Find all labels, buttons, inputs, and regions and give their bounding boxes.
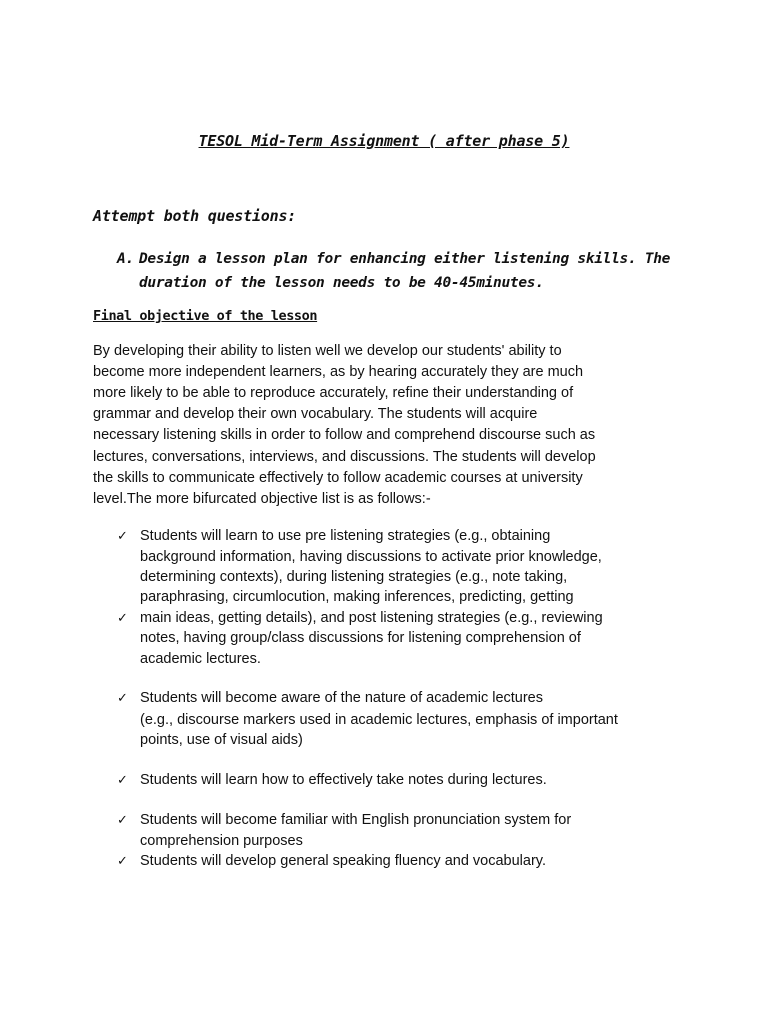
list-item-line: Students will become aware of the nature of academic lectures [140, 690, 543, 706]
paragraph-line: By developing their ability to listen well we develop our students' ability to [93, 343, 562, 359]
check-icon: ✓ [117, 691, 128, 706]
section-heading: Final objective of the lesson [93, 308, 318, 324]
list-item-line: academic lectures. [140, 651, 261, 667]
document-title: TESOL Mid-Term Assignment ( after phase 5) [198, 132, 570, 150]
paragraph-line: grammar and develop their own vocabulary. The students will acquire [93, 406, 538, 422]
list-item-line: Students will learn how to effectively take notes during lectures. [140, 772, 547, 788]
check-icon: ✓ [117, 854, 128, 869]
paragraph-line: the skills to communicate effectively to follow academic courses at university [93, 470, 583, 486]
list-item-line: paraphrasing, circumlocution, making inferences, predicting, getting [140, 589, 574, 605]
question-line-2: duration of the lesson needs to be 40-45minutes. [139, 275, 544, 291]
check-icon: ✓ [117, 773, 128, 788]
list-item-line: (e.g., discourse markers used in academic lectures, emphasis of important [140, 712, 618, 728]
paragraph-line: necessary listening skills in order to follow and comprehend discourse such as [93, 427, 596, 443]
list-item-line: main ideas, getting details), and post listening strategies (e.g., reviewing [140, 610, 603, 626]
list-item-line: Students will develop general speaking fluency and vocabulary. [140, 853, 546, 869]
list-item-line: background information, having discussions to activate prior knowledge, [140, 549, 602, 565]
check-icon: ✓ [117, 813, 128, 828]
check-icon: ✓ [117, 529, 128, 544]
paragraph-line: lectures, conversations, interviews, and discussions. The students will develop [93, 449, 596, 465]
list-item-line: determining contexts), during listening strategies (e.g., note taking, [140, 569, 568, 585]
question-line-1: Design a lesson plan for enhancing either listening skills. The [139, 251, 671, 267]
question-letter: A. [117, 251, 134, 267]
list-item-line: Students will learn to use pre listening strategies (e.g., obtaining [140, 528, 551, 544]
check-icon: ✓ [117, 611, 128, 626]
list-item-line: comprehension purposes [140, 833, 303, 849]
list-item-line: Students will become familiar with English pronunciation system for [140, 812, 572, 828]
list-item-line: points, use of visual aids) [140, 732, 303, 748]
paragraph-line: level.The more bifurcated objective list is as follows:- [93, 491, 431, 507]
paragraph-line: become more independent learners, as by hearing accurately they are much [93, 364, 584, 380]
instruction-text: Attempt both questions: [93, 207, 297, 225]
list-item-line: notes, having group/class discussions for listening comprehension of [140, 630, 581, 646]
question-a [117, 247, 677, 295]
paragraph-line: more likely to be able to reproduce accurately, refine their understanding of [93, 385, 574, 401]
